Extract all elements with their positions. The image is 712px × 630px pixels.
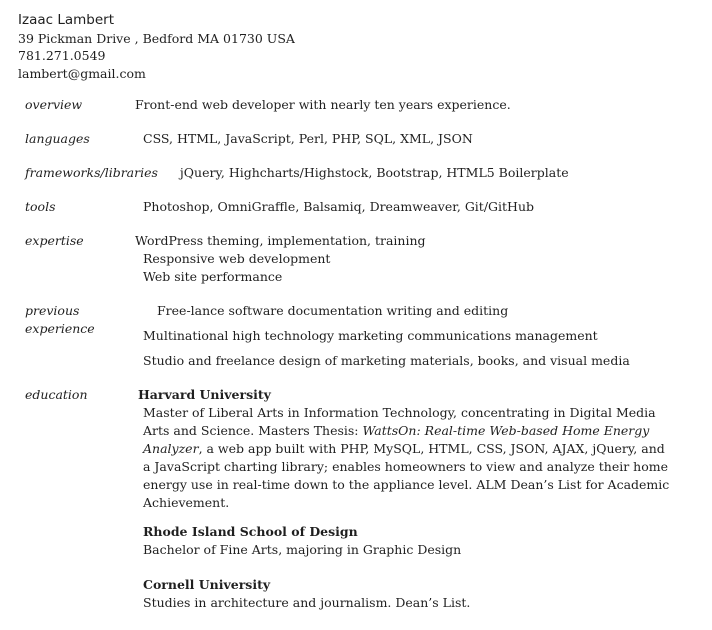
languages-text: CSS, HTML, JavaScript, Perl, PHP, SQL, XML, JSON xyxy=(143,131,473,146)
education-entry-risd xyxy=(135,523,687,559)
school-description: Master of Liberal Arts in Information Technology, concentrating in Digital Media Arts and Science. Masters Thesis: WattsOn: Real-time Web-based Home Energy Analyzer, a web app built with PHP, MySQL, HTML, CSS, JSON, AJAX, jQuery, and a JavaScript charting library; enables homeowners to view and analyze their home energy use in real-time down to the appliance level. ALM Dean’s List for Academic Achievement. xyxy=(143,405,670,510)
expertise-item: Responsive web development xyxy=(143,251,331,266)
tools-text: Photoshop, OmniGraffle, Balsamiq, Dreamweaver, Git/GitHub xyxy=(143,199,534,214)
education-entry-harvard xyxy=(135,386,687,512)
section-overview xyxy=(0,96,712,114)
school-name: Rhode Island School of Design xyxy=(143,524,358,539)
tools-content xyxy=(135,198,687,216)
school-name: Harvard University xyxy=(138,387,271,402)
expertise-item: WordPress theming, implementation, training xyxy=(135,233,426,248)
expertise-item: Web site performance xyxy=(143,269,283,284)
section-frameworks-libraries xyxy=(0,164,712,182)
experience-item: Multinational high technology marketing communications management xyxy=(143,328,598,343)
person-name: Izaac Lambert xyxy=(18,12,114,28)
school-description: Studies in architecture and journalism. Dean’s List. xyxy=(143,595,471,610)
school-name: Cornell University xyxy=(143,577,271,592)
education-entry-cornell xyxy=(135,576,687,612)
section-languages xyxy=(0,130,712,148)
expertise-label: expertise xyxy=(25,233,84,248)
overview-label: overview xyxy=(25,97,83,112)
school-description: Bachelor of Fine Arts, majoring in Graphic Design xyxy=(143,542,462,557)
resume-body xyxy=(0,96,712,612)
phone-line: 781.271.0549 xyxy=(18,48,106,63)
frameworks-content xyxy=(158,164,710,182)
languages-label: languages xyxy=(25,131,90,146)
previous-experience-label: previous experience xyxy=(25,303,95,336)
contact-header xyxy=(0,12,712,82)
education-content xyxy=(135,386,687,612)
overview-content xyxy=(135,96,687,114)
expertise-content xyxy=(135,232,687,286)
overview-text: Front-end web developer with nearly ten years experience. xyxy=(135,97,511,112)
email-line: lambert@gmail.com xyxy=(18,65,146,81)
section-previous-experience xyxy=(0,302,712,370)
frameworks-text: jQuery, Highcharts/Highstock, Bootstrap, HTML5 Boilerplate xyxy=(179,165,569,180)
experience-item: Free-lance software documentation writing and editing xyxy=(157,303,509,318)
experience-item: Studio and freelance design of marketing materials, books, and visual media xyxy=(143,353,630,368)
frameworks-label: frameworks/libraries xyxy=(25,165,158,180)
section-education xyxy=(0,386,712,612)
section-tools xyxy=(0,198,712,216)
section-expertise xyxy=(0,232,712,286)
address-line: 39 Pickman Drive , Bedford MA 01730 USA xyxy=(18,30,295,46)
languages-content xyxy=(135,130,687,148)
previous-experience-content xyxy=(135,302,687,370)
education-label: education xyxy=(25,387,88,402)
tools-label: tools xyxy=(25,199,56,214)
